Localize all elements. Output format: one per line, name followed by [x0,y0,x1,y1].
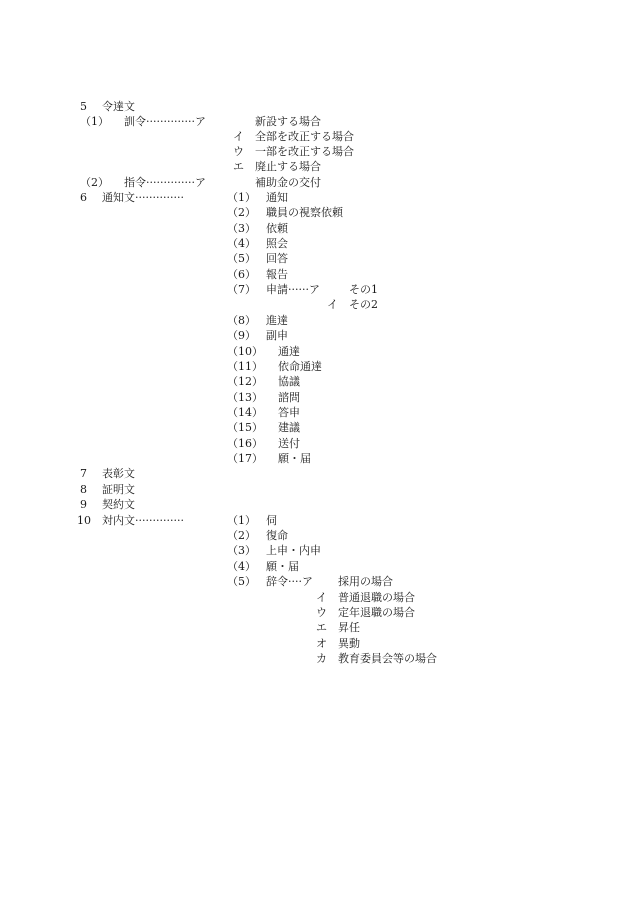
list-item: 異動 [338,637,360,650]
list-item: 昇任 [338,621,360,634]
subsection-lead: 訓令··············ア [124,115,206,128]
item-number: （10） [227,345,263,358]
list-item: 補助金の交付 [255,176,321,189]
item-number: （14） [227,406,263,419]
list-item: 復命 [266,529,288,542]
item-number: （7） [227,283,256,296]
list-item: 副申 [266,329,288,342]
section-number: 8 [80,483,87,496]
section-title: 契約文 [102,498,135,511]
list-item: 建議 [278,421,300,434]
list-item: 回答 [266,252,288,265]
list-item: 諮問 [278,391,300,404]
list-marker: カ [316,652,327,665]
list-item: 通知 [266,191,288,204]
list-marker: エ [233,160,244,173]
list-item: その2 [349,298,378,311]
item-lead: 辞令····ア [266,575,313,588]
list-item: 新設する場合 [255,115,321,128]
list-item: 教育委員会等の場合 [338,652,437,665]
list-item: 一部を改正する場合 [255,145,354,158]
list-marker: イ [327,298,338,311]
item-number: （5） [227,575,256,588]
subsection-number: （1） [80,115,109,128]
list-item: 願・届 [266,560,299,573]
section-number: 9 [80,498,87,511]
list-item: 報告 [266,268,288,281]
list-marker: オ [316,637,327,650]
list-item: 答申 [278,406,300,419]
list-marker: ウ [233,145,244,158]
section-number: 6 [80,191,87,204]
list-item: 進達 [266,314,288,327]
item-number: （9） [227,329,256,342]
item-number: （3） [227,222,256,235]
item-lead: 申請······ア [266,283,320,296]
section-title: 令達文 [102,100,135,113]
item-number: （2） [227,206,256,219]
list-item: 通達 [278,345,300,358]
item-number: （16） [227,437,263,450]
item-number: （4） [227,237,256,250]
list-item: 依命通達 [278,360,322,373]
item-number: （3） [227,544,256,557]
list-item: 伺 [266,514,277,527]
section-title: 証明文 [102,483,135,496]
list-item: その1 [349,283,378,296]
item-number: （1） [227,514,256,527]
item-number: （15） [227,421,263,434]
list-item: 普通退職の場合 [338,591,415,604]
list-item: 照会 [266,237,288,250]
list-marker: イ [233,130,244,143]
subsection-number: （2） [80,176,109,189]
section-lead: 通知文·············· [102,191,184,204]
list-marker: ウ [316,606,327,619]
item-number: （13） [227,391,263,404]
item-number: （11） [227,360,263,373]
list-item: 廃止する場合 [255,160,321,173]
item-number: （4） [227,560,256,573]
list-item: 定年退職の場合 [338,606,415,619]
list-item: 職員の視察依頼 [266,206,343,219]
section-lead: 対内文·············· [102,514,184,527]
item-number: （1） [227,191,256,204]
list-marker: エ [316,621,327,634]
item-number: （8） [227,314,256,327]
list-item: 願・届 [278,452,311,465]
item-number: （5） [227,252,256,265]
list-item: 送付 [278,437,300,450]
subsection-lead: 指令··············ア [124,176,206,189]
section-number: 7 [80,467,87,480]
list-item: 依頼 [266,222,288,235]
list-item: 採用の場合 [338,575,393,588]
section-number: 10 [77,514,91,527]
section-number: 5 [80,100,87,113]
section-title: 表彰文 [102,467,135,480]
list-item: 協議 [278,375,300,388]
list-item: 上申・内申 [266,544,321,557]
item-number: （17） [227,452,263,465]
item-number: （12） [227,375,263,388]
list-item: 全部を改正する場合 [255,130,354,143]
list-marker: イ [316,591,327,604]
item-number: （2） [227,529,256,542]
item-number: （6） [227,268,256,281]
